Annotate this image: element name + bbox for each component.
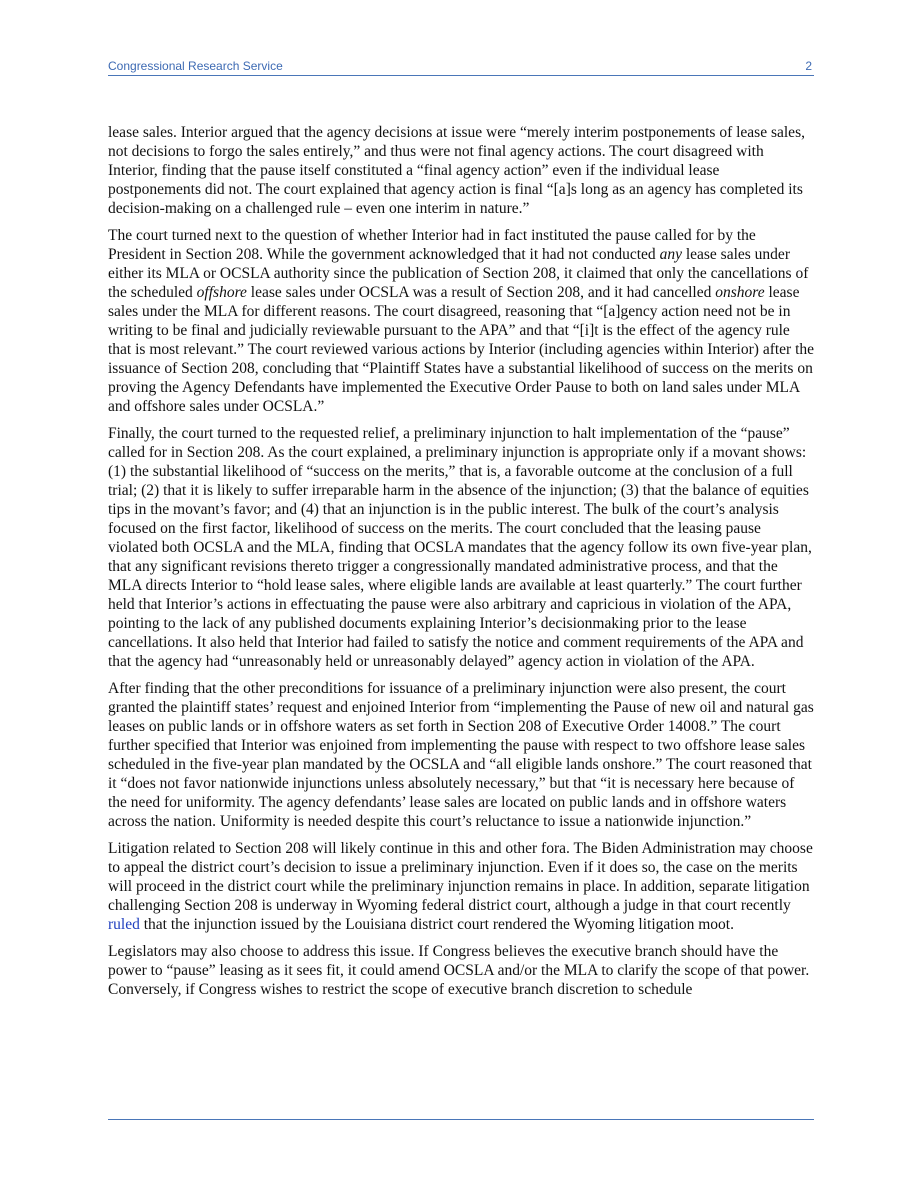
paragraph [108,839,814,934]
paragraph: After finding that the other preconditions for issuance of a preliminary injunction were also present, the court granted the plaintiff states’ request and enjoined Interior from “implementing the Pause of new oil and natural gas leases on public lands or in offshore waters as set forth in Section 208 of Executive Order 14008.” The court further specified that Interior was enjoined from implementing the pause with respect to two offshore lease sales scheduled in the five-year plan mandated by the OCSLA and “all eligible lands onshore.” The court reasoned that it “does not favor nationwide injunctions unless absolutely necessary,” but that “it is necessary here because of the need for uniformity. The agency defendants’ lease sales are located on public lands and in offshore waters across the nation. Uniformity is needed despite this court’s reluctance to issue a nationwide injunction.” [108,680,814,830]
emphasis-text: any [659,246,682,263]
footer-divider [108,1119,814,1120]
paragraph-text: lease sales under the MLA for different reasons. The court disagreed, reasoning that “[a]gency action need not be in writing to be final and judicially reviewable pursuant to the APA” and that “[i]t is the effect of the agency rule that is most relevant.” The court reviewed various actions by Interior (including agencies within Interior) after the issuance of Section 208, concluding that “Plaintiff States have a substantial likelihood of success on the merits on proving the Agency Defendants have implemented the Executive Order Pause to both on land sales under MLA and offshore sales under OCSLA.” [108,284,815,415]
paragraph: lease sales. Interior argued that the agency decisions at issue were “merely interim postponements of lease sales, not decisions to forgo the sales entirely,” and thus were not final agency actions. The court disagreed with Interior, finding that the pause itself constituted a “final agency action” even if the individual lease postponements did not. The court explained that agency action is final “[a]s long as an agency has completed its decision-making on a challenged rule – even one interim in nature.” [108,124,805,217]
paragraph [108,226,814,416]
page-number: 2 [805,59,812,73]
paragraph-text: The court turned next to the question of whether Interior had in fact instituted the pause called for by the President in Section 208. While the government acknowledged that it had not conducted [108,227,756,263]
paragraph-text: that the injunction issued by the Louisiana district court rendered the Wyoming litigation moot. [139,916,734,933]
ruled-link[interactable]: ruled [108,916,140,933]
emphasis-text: onshore [715,284,765,301]
page-header [108,58,814,76]
document-body [108,123,814,1007]
paragraph: Finally, the court turned to the requested relief, a preliminary injunction to halt implementation of the “pause” called for in Section 208. As the court explained, a preliminary injunction is appropriate only if a movant shows: (1) the substantial likelihood of “success on the merits,” that is, a favorable outcome at the conclusion of a full trial; (2) that it is likely to suffer irreparable harm in the absence of the injunction; (3) that the balance of equities tips in the movant’s favor; and (4) that an injunction is in the public interest. The bulk of the court’s analysis focused on the first factor, likelihood of success on the merits. The court concluded that the leasing pause violated both OCSLA and the MLA, finding that OCSLA mandates that the agency follow its own five-year plan, that any significant revisions thereto trigger a congressionally mandated administrative process, and that the MLA directs Interior to “hold lease sales, where eligible lands are available at least quarterly.” The court further held that Interior’s actions in effectuating the pause were also arbitrary and capricious in violation of the APA, pointing to the lack of any published documents explaining Interior’s decisionmaking prior to the lease cancellations. It also held that Interior had failed to satisfy the notice and comment requirements of the APA and that the agency had “unreasonably held or unreasonably delayed” agency action in violation of the APA. [108,425,812,670]
header-title: Congressional Research Service [108,59,283,73]
paragraph-text: lease sales under either its MLA or OCSLA authority since the publication of Section 208, it claimed that only the cancellations of the scheduled [108,246,809,301]
paragraph-text: lease sales under OCSLA was a result of Section 208, and it had cancelled [246,284,716,301]
emphasis-text: offshore [196,284,247,301]
paragraph: Legislators may also choose to address this issue. If Congress believes the executive branch should have the power to “pause” leasing as it sees fit, it could amend OCSLA and/or the MLA to clarify the scope of that power. Conversely, if Congress wishes to restrict the scope of executive branch discretion to schedule [108,943,810,998]
paragraph-text: Litigation related to Section 208 will likely continue in this and other fora. The Biden Administration may choose to appeal the district court’s decision to issue a preliminary injunction. Even if it does so, the case on the merits will proceed in the district court while the preliminary injunction remains in place. In addition, separate litigation challenging Section 208 is underway in Wyoming federal district court, although a judge in that court recently [108,840,813,914]
